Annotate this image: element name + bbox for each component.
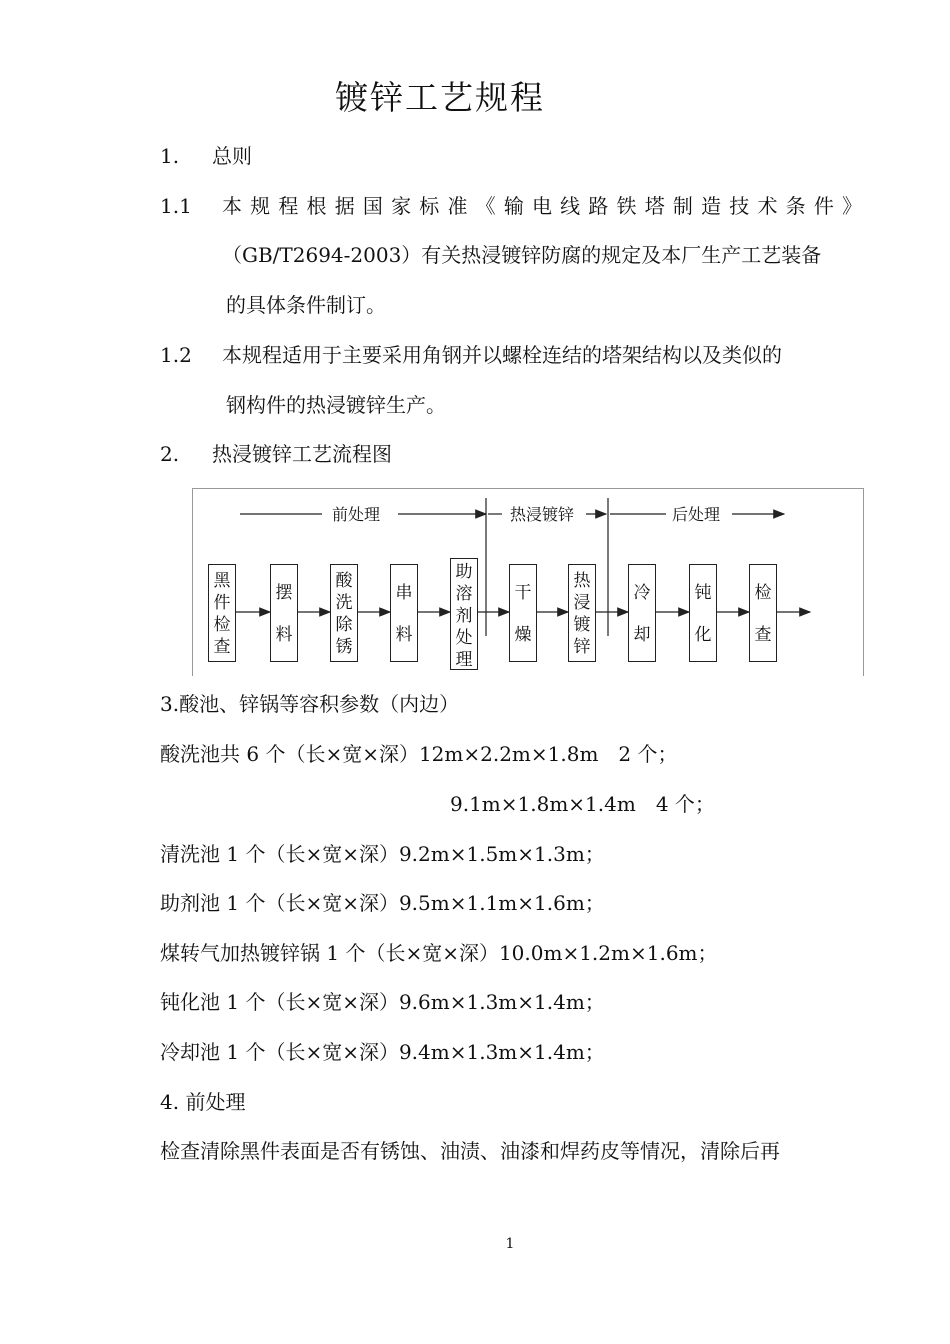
process-step-char: 洗	[335, 593, 353, 613]
section-3-line-4: 助剂池 1 个（长×宽×深）9.5m×1.1m×1.6m；	[160, 891, 605, 915]
process-step-char: 浸	[573, 593, 591, 613]
process-step-char: 锈	[335, 637, 353, 657]
section-1-2-line-2: 钢构件的热浸镀锌生产。	[226, 393, 446, 417]
process-flow-chart	[192, 488, 864, 676]
section-1-heading: 总则	[212, 144, 252, 168]
process-step-char: 干	[514, 583, 532, 603]
process-step-char: 料	[395, 625, 413, 645]
section-1-number: 1.	[160, 144, 180, 168]
process-step-box	[628, 564, 656, 662]
process-step-box	[509, 564, 537, 662]
process-step-char: 剂	[455, 606, 473, 626]
section-1-2-number: 1.2	[160, 343, 192, 367]
process-step-char: 理	[455, 650, 473, 670]
process-step-char: 查	[213, 637, 231, 657]
section-3-line-1: 酸洗池共 6 个（长×宽×深）12m×2.2m×1.8m 2 个；	[160, 742, 678, 766]
stage-label-post-treatment: 后处理	[668, 502, 724, 525]
page-title: 镀锌工艺规程	[335, 78, 545, 117]
process-step-char: 除	[335, 615, 353, 635]
process-step-char: 助	[455, 562, 473, 582]
process-step-char: 热	[573, 571, 591, 591]
section-3-line-3: 清洗池 1 个（长×宽×深）9.2m×1.5m×1.3m；	[160, 842, 605, 866]
process-step-char: 锌	[573, 637, 591, 657]
section-1-1-number: 1.1	[160, 194, 192, 218]
section-3-heading: 3.酸池、锌锅等容积参数（内边）	[160, 692, 460, 716]
process-step-box	[208, 564, 236, 662]
section-1-1-line-1: 本规程根据国家标准《输电线路铁塔制造技术条件》	[222, 194, 862, 218]
process-step-char: 处	[455, 628, 473, 648]
section-3-line-7: 冷却池 1 个（长×宽×深）9.4m×1.3m×1.4m；	[160, 1040, 605, 1064]
process-step-char: 查	[754, 625, 772, 645]
process-step-char: 检	[213, 615, 231, 635]
process-step-char: 串	[395, 583, 413, 603]
section-2-number: 2.	[160, 442, 180, 466]
section-3-line-2: 9.1m×1.8m×1.4m 4 个；	[450, 792, 715, 816]
process-step-char: 黑	[213, 571, 231, 591]
stage-label-pretreatment: 前处理	[328, 502, 384, 525]
section-1-2-line-1: 本规程适用于主要采用角钢并以螺栓连结的塔架结构以及类似的	[222, 343, 782, 367]
process-step-char: 件	[213, 593, 231, 613]
process-step-char: 检	[754, 583, 772, 603]
section-3-line-5: 煤转气加热镀锌锅 1 个（长×宽×深）10.0m×1.2m×1.6m；	[160, 941, 718, 965]
process-step-char: 料	[275, 625, 293, 645]
process-step-box	[270, 564, 298, 662]
process-step-box	[330, 564, 358, 662]
process-step-char: 镀	[573, 615, 591, 635]
section-1-1-line-3: 的具体条件制订。	[226, 293, 386, 317]
process-step-box	[390, 564, 418, 662]
section-2-heading: 热浸镀锌工艺流程图	[212, 442, 392, 466]
section-4-heading: 4. 前处理	[160, 1090, 246, 1114]
section-4-line-1: 检查清除黑件表面是否有锈蚀、油渍、油漆和焊药皮等情况，清除后再	[160, 1139, 780, 1163]
process-step-char: 却	[633, 625, 651, 645]
process-step-box	[568, 564, 596, 662]
process-step-char: 摆	[275, 583, 293, 603]
section-1-1-line-2: （GB/T2694-2003）有关热浸镀锌防腐的规定及本厂生产工艺装备	[222, 243, 822, 267]
process-step-box	[450, 558, 478, 670]
stage-label-hot-dip-galvanizing: 热浸镀锌	[506, 502, 578, 525]
process-step-char: 酸	[335, 571, 353, 591]
page-number: 1	[505, 1236, 515, 1252]
process-step-box	[689, 564, 717, 662]
process-step-char: 化	[694, 625, 712, 645]
process-step-char: 冷	[633, 583, 651, 603]
section-3-line-6: 钝化池 1 个（长×宽×深）9.6m×1.3m×1.4m；	[160, 990, 605, 1014]
process-step-box	[749, 564, 777, 662]
process-step-char: 钝	[694, 583, 712, 603]
process-step-char: 溶	[455, 584, 473, 604]
process-step-char: 燥	[514, 625, 532, 645]
